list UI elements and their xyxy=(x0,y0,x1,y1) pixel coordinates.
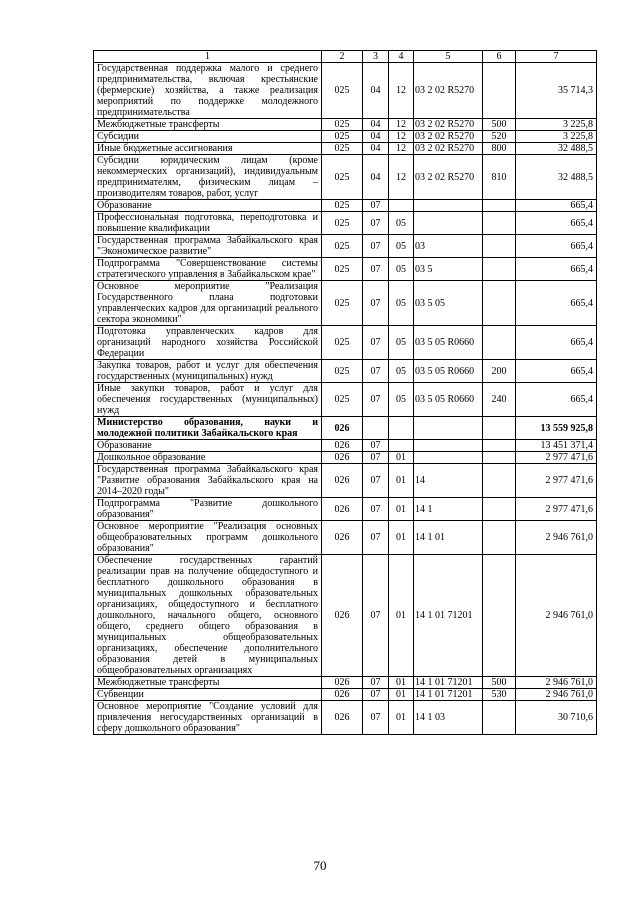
row-expense-type xyxy=(483,464,516,498)
row-subsection: 05 xyxy=(389,281,414,326)
row-code-admin: 025 xyxy=(322,360,363,383)
row-expense-type: 500 xyxy=(483,119,516,131)
row-section: 07 xyxy=(363,258,389,281)
row-amount: 3 225,8 xyxy=(516,131,597,143)
row-name: Субсидии xyxy=(94,131,322,143)
row-name: Межбюджетные трансферты xyxy=(94,119,322,131)
row-code-admin: 025 xyxy=(322,235,363,258)
row-section: 07 xyxy=(363,212,389,235)
table-row xyxy=(94,521,597,555)
row-amount: 2 977 471,6 xyxy=(516,452,597,464)
header-col-3: 3 xyxy=(363,51,389,63)
row-code-admin: 025 xyxy=(322,212,363,235)
table-row xyxy=(94,131,597,143)
row-target-article xyxy=(414,417,483,440)
table-row xyxy=(94,452,597,464)
row-section: 07 xyxy=(363,689,389,701)
row-name: Субсидии юридическим лицам (кроме некоммерческих организаций), индивидуальным предпринимателям, физическим лицам – производителям товаров, работ, услуг xyxy=(94,155,322,200)
row-section: 07 xyxy=(363,281,389,326)
row-name: Субвенции xyxy=(94,689,322,701)
table-row xyxy=(94,360,597,383)
row-target-article: 14 1 01 71201 xyxy=(414,555,483,677)
row-expense-type xyxy=(483,521,516,555)
row-expense-type: 530 xyxy=(483,689,516,701)
page-number: 70 xyxy=(313,858,327,873)
row-amount: 13 559 925,8 xyxy=(516,417,597,440)
row-target-article xyxy=(414,200,483,212)
row-amount: 2 946 761,0 xyxy=(516,521,597,555)
row-name: Образование xyxy=(94,440,322,452)
row-expense-type xyxy=(483,235,516,258)
row-name: Подпрограмма "Совершенствование системы стратегического управления в Забайкальском крае" xyxy=(94,258,322,281)
row-name: Иные бюджетные ассигнования xyxy=(94,143,322,155)
row-code-admin: 025 xyxy=(322,281,363,326)
row-name: Профессиональная подготовка, переподготовка и повышение квалификации xyxy=(94,212,322,235)
row-code-admin: 026 xyxy=(322,417,363,440)
row-subsection xyxy=(389,200,414,212)
row-name: Основное мероприятие "Реализация Государственного плана подготовки управленческих кадров для организаций реального сектора экономики" xyxy=(94,281,322,326)
row-expense-type xyxy=(483,326,516,360)
row-code-admin: 026 xyxy=(322,677,363,689)
row-amount: 13 451 371,4 xyxy=(516,440,597,452)
row-expense-type xyxy=(483,258,516,281)
row-target-article xyxy=(414,212,483,235)
row-amount: 2 946 761,0 xyxy=(516,677,597,689)
row-expense-type xyxy=(483,555,516,677)
row-name: Дошкольное образование xyxy=(94,452,322,464)
row-subsection: 05 xyxy=(389,235,414,258)
row-amount: 2 946 761,0 xyxy=(516,555,597,677)
row-subsection: 05 xyxy=(389,360,414,383)
row-code-admin: 025 xyxy=(322,200,363,212)
row-subsection: 12 xyxy=(389,143,414,155)
row-amount: 665,4 xyxy=(516,212,597,235)
row-subsection xyxy=(389,440,414,452)
row-expense-type xyxy=(483,63,516,119)
row-expense-type: 810 xyxy=(483,155,516,200)
table-row xyxy=(94,200,597,212)
row-amount: 32 488,5 xyxy=(516,143,597,155)
row-subsection: 01 xyxy=(389,677,414,689)
row-target-article: 03 5 05 R0660 xyxy=(414,383,483,417)
row-subsection: 05 xyxy=(389,326,414,360)
row-amount: 30 710,6 xyxy=(516,701,597,735)
row-code-admin: 025 xyxy=(322,383,363,417)
table-row xyxy=(94,440,597,452)
row-target-article: 03 5 05 R0660 xyxy=(414,326,483,360)
row-target-article: 14 1 xyxy=(414,498,483,521)
row-expense-type: 800 xyxy=(483,143,516,155)
header-col-2: 2 xyxy=(322,51,363,63)
row-amount: 2 946 761,0 xyxy=(516,689,597,701)
row-code-admin: 025 xyxy=(322,131,363,143)
row-subsection: 05 xyxy=(389,258,414,281)
row-subsection: 05 xyxy=(389,383,414,417)
row-amount: 665,4 xyxy=(516,258,597,281)
row-target-article: 03 5 05 R0660 xyxy=(414,360,483,383)
row-name: Министерство образования, науки и молодежной политики Забайкальского края xyxy=(94,417,322,440)
row-section: 07 xyxy=(363,383,389,417)
row-subsection: 01 xyxy=(389,452,414,464)
row-code-admin: 025 xyxy=(322,326,363,360)
table-row xyxy=(94,701,597,735)
row-section: 07 xyxy=(363,440,389,452)
row-amount: 32 488,5 xyxy=(516,155,597,200)
table-row xyxy=(94,63,597,119)
row-amount: 665,4 xyxy=(516,235,597,258)
row-subsection: 01 xyxy=(389,701,414,735)
row-target-article: 14 1 01 xyxy=(414,521,483,555)
row-section: 07 xyxy=(363,677,389,689)
row-name: Образование xyxy=(94,200,322,212)
row-expense-type xyxy=(483,417,516,440)
row-section: 07 xyxy=(363,360,389,383)
table-row xyxy=(94,555,597,677)
row-subsection xyxy=(389,417,414,440)
table-row xyxy=(94,326,597,360)
row-subsection: 01 xyxy=(389,689,414,701)
table-row xyxy=(94,281,597,326)
table-header-row xyxy=(94,51,597,63)
table-row xyxy=(94,143,597,155)
row-code-admin: 026 xyxy=(322,689,363,701)
row-expense-type xyxy=(483,200,516,212)
row-section: 07 xyxy=(363,452,389,464)
row-expense-type: 200 xyxy=(483,360,516,383)
row-subsection: 12 xyxy=(389,131,414,143)
table-row xyxy=(94,689,597,701)
row-section: 07 xyxy=(363,326,389,360)
row-name: Подпрограмма "Развитие дошкольного образования" xyxy=(94,498,322,521)
row-code-admin: 026 xyxy=(322,452,363,464)
row-name: Государственная поддержка малого и среднего предпринимательства, включая крестьянские (фермерские) хозяйства, а также реализация мероприятий по поддержке молодежного предпринимательства xyxy=(94,63,322,119)
header-col-1: 1 xyxy=(94,51,322,63)
row-code-admin: 025 xyxy=(322,155,363,200)
row-section: 04 xyxy=(363,119,389,131)
table-row xyxy=(94,464,597,498)
row-code-admin: 025 xyxy=(322,258,363,281)
row-target-article xyxy=(414,440,483,452)
row-code-admin: 026 xyxy=(322,701,363,735)
row-section: 07 xyxy=(363,200,389,212)
row-expense-type: 240 xyxy=(483,383,516,417)
row-amount: 665,4 xyxy=(516,360,597,383)
row-name: Основное мероприятие "Создание условий для привлечения негосударственных организаций в сферу дошкольного образования" xyxy=(94,701,322,735)
row-code-admin: 025 xyxy=(322,143,363,155)
row-target-article: 03 xyxy=(414,235,483,258)
row-section: 07 xyxy=(363,521,389,555)
table-row xyxy=(94,258,597,281)
row-section: 07 xyxy=(363,235,389,258)
row-code-admin: 026 xyxy=(322,464,363,498)
row-section: 04 xyxy=(363,63,389,119)
header-col-6: 6 xyxy=(483,51,516,63)
row-target-article: 14 1 03 xyxy=(414,701,483,735)
row-subsection: 01 xyxy=(389,521,414,555)
row-expense-type: 500 xyxy=(483,677,516,689)
row-amount: 665,4 xyxy=(516,200,597,212)
row-target-article: 03 2 02 R5270 xyxy=(414,119,483,131)
row-name: Межбюджетные трансферты xyxy=(94,677,322,689)
header-col-5: 5 xyxy=(414,51,483,63)
row-amount: 665,4 xyxy=(516,383,597,417)
header-col-4: 4 xyxy=(389,51,414,63)
row-code-admin: 026 xyxy=(322,498,363,521)
row-section xyxy=(363,417,389,440)
row-amount: 665,4 xyxy=(516,281,597,326)
budget-table xyxy=(93,50,597,735)
table-row xyxy=(94,383,597,417)
row-section: 07 xyxy=(363,555,389,677)
row-expense-type: 520 xyxy=(483,131,516,143)
row-name: Подготовка управленческих кадров для организаций народного хозяйства Российской Федерации xyxy=(94,326,322,360)
row-name: Государственная программа Забайкальского края "Развитие образования Забайкальского края на 2014–2020 годы" xyxy=(94,464,322,498)
row-target-article: 03 2 02 R5270 xyxy=(414,143,483,155)
row-name: Государственная программа Забайкальского края "Экономическое развитие" xyxy=(94,235,322,258)
row-section: 04 xyxy=(363,143,389,155)
row-subsection: 01 xyxy=(389,464,414,498)
row-name: Обеспечение государственных гарантий реализации прав на получение общедоступного и бесплатного дошкольного образования в муниципальных дошкольных образовательных организациях, общедоступного и бесплатного дошкольного, начального общего, основного общего, среднего общего образования в муниципальных общеобразовательных организациях, обеспечение дополнительного образования детей в муниципальных общеобразовательных организациях xyxy=(94,555,322,677)
row-target-article: 14 xyxy=(414,464,483,498)
row-target-article: 14 1 01 71201 xyxy=(414,689,483,701)
row-expense-type xyxy=(483,452,516,464)
row-code-admin: 026 xyxy=(322,521,363,555)
table-row xyxy=(94,677,597,689)
row-name: Иные закупки товаров, работ и услуг для обеспечения государственных (муниципальных) нужд xyxy=(94,383,322,417)
row-target-article: 03 2 02 R5270 xyxy=(414,63,483,119)
row-expense-type xyxy=(483,281,516,326)
row-amount: 3 225,8 xyxy=(516,119,597,131)
row-target-article: 03 2 02 R5270 xyxy=(414,155,483,200)
row-amount: 665,4 xyxy=(516,326,597,360)
table-row xyxy=(94,235,597,258)
row-subsection: 01 xyxy=(389,555,414,677)
row-subsection: 12 xyxy=(389,63,414,119)
row-subsection: 05 xyxy=(389,212,414,235)
table-row xyxy=(94,498,597,521)
table-row xyxy=(94,119,597,131)
table-row xyxy=(94,155,597,200)
row-code-admin: 026 xyxy=(322,440,363,452)
row-code-admin: 025 xyxy=(322,63,363,119)
row-code-admin: 025 xyxy=(322,119,363,131)
table-row xyxy=(94,212,597,235)
row-code-admin: 026 xyxy=(322,555,363,677)
row-section: 07 xyxy=(363,498,389,521)
row-section: 04 xyxy=(363,131,389,143)
row-section: 07 xyxy=(363,701,389,735)
row-name: Закупка товаров, работ и услуг для обеспечения государственных (муниципальных) нужд xyxy=(94,360,322,383)
table-body xyxy=(94,63,597,735)
row-expense-type xyxy=(483,212,516,235)
row-target-article: 03 5 xyxy=(414,258,483,281)
row-expense-type xyxy=(483,440,516,452)
header-col-7: 7 xyxy=(516,51,597,63)
row-subsection: 12 xyxy=(389,119,414,131)
row-subsection: 01 xyxy=(389,498,414,521)
row-name: Основное мероприятие "Реализация основных общеобразовательных программ дошкольного образования" xyxy=(94,521,322,555)
row-expense-type xyxy=(483,701,516,735)
row-section: 07 xyxy=(363,464,389,498)
row-target-article xyxy=(414,452,483,464)
row-amount: 35 714,3 xyxy=(516,63,597,119)
row-amount: 2 977 471,6 xyxy=(516,464,597,498)
row-target-article: 03 2 02 R5270 xyxy=(414,131,483,143)
row-amount: 2 977 471,6 xyxy=(516,498,597,521)
table-row xyxy=(94,417,597,440)
row-target-article: 03 5 05 xyxy=(414,281,483,326)
row-subsection: 12 xyxy=(389,155,414,200)
row-section: 04 xyxy=(363,155,389,200)
row-target-article: 14 1 01 71201 xyxy=(414,677,483,689)
row-expense-type xyxy=(483,498,516,521)
